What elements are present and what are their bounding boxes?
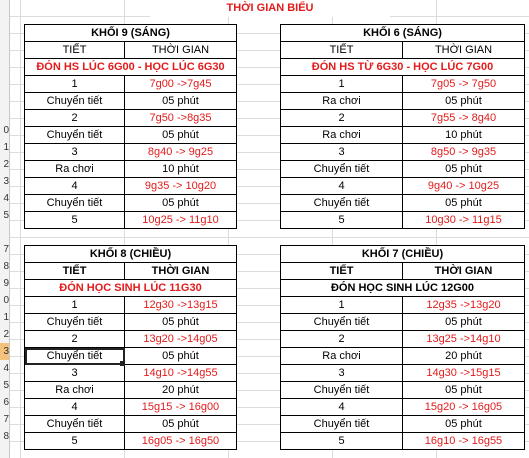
sheet-title: THỜI GIAN BIỂU bbox=[150, 0, 390, 17]
row-header-column[interactable] bbox=[0, 0, 10, 458]
period-cell[interactable]: 4 bbox=[25, 399, 125, 416]
period-cell[interactable]: 5 bbox=[281, 433, 403, 450]
period-cell[interactable]: 5 bbox=[25, 433, 125, 450]
table-row bbox=[281, 212, 525, 229]
time-cell[interactable]: 05 phút bbox=[403, 161, 525, 178]
period-cell[interactable]: 3 bbox=[25, 144, 125, 161]
table-row bbox=[25, 399, 237, 416]
row-number[interactable]: 5 bbox=[3, 380, 9, 391]
time-cell[interactable]: 10g25 -> 11g10 bbox=[125, 212, 237, 229]
table-row bbox=[25, 297, 237, 314]
period-cell[interactable]: Chuyển tiết bbox=[25, 314, 125, 331]
time-cell[interactable]: 7g00 ->7g45 bbox=[125, 76, 237, 93]
time-cell[interactable]: 8g40 -> 9g25 bbox=[125, 144, 237, 161]
period-cell[interactable]: Chuyển tiết bbox=[281, 195, 403, 212]
time-cell[interactable]: 7g55 -> 8g40 bbox=[403, 110, 525, 127]
column-header-time[interactable]: THỜI GIAN bbox=[403, 42, 525, 59]
row-number[interactable] bbox=[0, 3, 9, 20]
row-number[interactable]: 3 bbox=[0, 343, 9, 360]
time-cell[interactable]: 14g10 ->14g55 bbox=[125, 365, 237, 382]
table-row bbox=[281, 195, 525, 212]
period-cell[interactable]: 2 bbox=[281, 110, 403, 127]
table-row bbox=[25, 195, 237, 212]
row-number[interactable]: 4 bbox=[3, 363, 9, 374]
time-cell[interactable]: 10 phút bbox=[403, 127, 525, 144]
time-cell[interactable]: 05 phút bbox=[403, 416, 525, 433]
period-cell[interactable]: 5 bbox=[25, 212, 125, 229]
column-header-time[interactable]: THỜI GIAN bbox=[125, 42, 237, 59]
schedule-table-khoi-8 bbox=[24, 245, 237, 450]
period-cell[interactable]: Chuyển tiết bbox=[25, 195, 125, 212]
period-cell[interactable]: 2 bbox=[281, 331, 403, 348]
time-cell[interactable]: 05 phút bbox=[125, 348, 237, 365]
time-cell[interactable]: 13g25 ->14g10 bbox=[403, 331, 525, 348]
row-number[interactable]: 5 bbox=[3, 210, 9, 221]
table-row bbox=[281, 433, 525, 450]
row-number[interactable] bbox=[0, 224, 9, 241]
row-number[interactable] bbox=[0, 20, 9, 37]
table-row bbox=[281, 399, 525, 416]
time-cell[interactable]: 05 phút bbox=[403, 93, 525, 110]
column-header-time[interactable]: THỜI GIAN bbox=[125, 263, 237, 280]
column-header-tiet[interactable]: TIẾT bbox=[25, 263, 125, 280]
row-number[interactable]: 0 bbox=[3, 125, 9, 136]
block-title[interactable]: KHỐI 7 (CHIỀU) bbox=[281, 246, 525, 263]
time-cell[interactable]: 05 phút bbox=[125, 127, 237, 144]
arrival-note[interactable]: ĐÓN HS LÚC 6G00 - HỌC LÚC 6G30 bbox=[25, 59, 237, 76]
time-cell[interactable]: 16g10 -> 16g55 bbox=[403, 433, 525, 450]
table-row bbox=[25, 348, 237, 365]
time-cell[interactable]: 20 phút bbox=[403, 348, 525, 365]
period-cell[interactable]: 4 bbox=[25, 178, 125, 195]
table-row bbox=[281, 331, 525, 348]
time-cell[interactable]: 9g40 -> 10g25 bbox=[403, 178, 525, 195]
time-cell[interactable]: 05 phút bbox=[403, 382, 525, 399]
row-number[interactable] bbox=[0, 37, 9, 54]
time-cell[interactable]: 12g30 ->13g15 bbox=[125, 297, 237, 314]
row-number[interactable]: 0 bbox=[3, 295, 9, 306]
table-row bbox=[281, 144, 525, 161]
period-cell[interactable]: 5 bbox=[281, 212, 403, 229]
time-cell[interactable]: 20 phút bbox=[125, 382, 237, 399]
time-cell[interactable]: 13g20 ->14g05 bbox=[125, 331, 237, 348]
row-number[interactable]: 6 bbox=[3, 397, 9, 408]
period-cell[interactable]: Chuyển tiết bbox=[25, 127, 125, 144]
table-row bbox=[281, 365, 525, 382]
period-cell[interactable]: 1 bbox=[281, 76, 403, 93]
period-cell[interactable]: 4 bbox=[281, 178, 403, 195]
row-number[interactable]: 7 bbox=[3, 414, 9, 425]
column-header-tiet[interactable]: TIẾT bbox=[281, 42, 403, 59]
period-cell[interactable]: Chuyển tiết bbox=[281, 161, 403, 178]
time-cell[interactable]: 9g35 -> 10g20 bbox=[125, 178, 237, 195]
table-row bbox=[25, 382, 237, 399]
period-cell[interactable]: Chuyển tiết bbox=[25, 348, 125, 365]
row-number[interactable]: 4 bbox=[3, 193, 9, 204]
period-cell[interactable]: Chuyển tiết bbox=[281, 382, 403, 399]
table-row bbox=[281, 110, 525, 127]
period-cell[interactable]: 3 bbox=[281, 144, 403, 161]
column-header-tiet[interactable]: TIẾT bbox=[281, 263, 403, 280]
time-cell[interactable]: 10 phút bbox=[125, 161, 237, 178]
row-number[interactable]: 8 bbox=[3, 261, 9, 272]
row-number[interactable]: 1 bbox=[3, 312, 9, 323]
column-header-time[interactable]: THỜI GIAN bbox=[403, 263, 525, 280]
table-row bbox=[25, 93, 237, 110]
period-cell[interactable]: 2 bbox=[25, 110, 125, 127]
row-number[interactable]: 7 bbox=[3, 244, 9, 255]
table-row bbox=[281, 297, 525, 314]
row-number[interactable] bbox=[0, 71, 9, 88]
block-title[interactable]: KHỐI 8 (CHIỀU) bbox=[25, 246, 237, 263]
row-number[interactable] bbox=[0, 105, 9, 122]
arrival-note[interactable]: ĐÓN HỌC SINH LÚC 11G30 bbox=[25, 280, 237, 297]
time-cell[interactable]: 05 phút bbox=[125, 416, 237, 433]
table-row bbox=[281, 382, 525, 399]
row-number[interactable]: 9 bbox=[3, 278, 9, 289]
row-number[interactable] bbox=[0, 88, 9, 105]
period-cell[interactable]: 1 bbox=[25, 76, 125, 93]
fill-handle[interactable] bbox=[120, 361, 125, 366]
row-number[interactable]: 2 bbox=[3, 329, 9, 340]
time-cell[interactable]: 05 phút bbox=[403, 195, 525, 212]
period-cell[interactable]: Chuyển tiết bbox=[25, 416, 125, 433]
period-cell[interactable]: Chuyển tiết bbox=[281, 314, 403, 331]
arrival-note[interactable]: ĐÓN HỌC SINH LÚC 12G00 bbox=[281, 280, 525, 297]
row-number[interactable]: 8 bbox=[3, 431, 9, 442]
period-cell[interactable]: Ra chơi bbox=[281, 93, 403, 110]
period-cell[interactable]: 3 bbox=[281, 365, 403, 382]
period-cell[interactable]: 2 bbox=[25, 331, 125, 348]
arrival-note[interactable]: ĐÓN HS TỪ 6G30 - HỌC LÚC 7G00 bbox=[281, 59, 525, 76]
period-cell[interactable]: 3 bbox=[25, 365, 125, 382]
block-title[interactable]: KHỐI 9 (SÁNG) bbox=[25, 25, 237, 42]
table-row bbox=[25, 212, 237, 229]
table-row bbox=[281, 161, 525, 178]
table-row bbox=[25, 331, 237, 348]
time-cell[interactable]: 05 phút bbox=[125, 314, 237, 331]
period-cell[interactable]: Chuyển tiết bbox=[281, 416, 403, 433]
period-cell[interactable]: 1 bbox=[281, 297, 403, 314]
table-row bbox=[281, 416, 525, 433]
table-row bbox=[25, 433, 237, 450]
schedule-table-khoi-9 bbox=[24, 24, 237, 229]
time-cell[interactable]: 7g05 -> 7g50 bbox=[403, 76, 525, 93]
time-cell[interactable]: 15g20 -> 16g05 bbox=[403, 399, 525, 416]
table-row bbox=[281, 76, 525, 93]
time-cell[interactable]: 10g30 -> 11g15 bbox=[403, 212, 525, 229]
table-row bbox=[25, 365, 237, 382]
schedule-table-khoi-6 bbox=[280, 24, 525, 229]
time-cell[interactable]: 7g50 ->8g35 bbox=[125, 110, 237, 127]
time-cell[interactable]: 16g05 -> 16g50 bbox=[125, 433, 237, 450]
table-row bbox=[281, 348, 525, 365]
schedule-table-khoi-7 bbox=[280, 245, 525, 450]
time-cell[interactable]: 05 phút bbox=[125, 195, 237, 212]
period-cell[interactable]: Ra chơi bbox=[281, 348, 403, 365]
time-cell[interactable]: 05 phút bbox=[403, 314, 525, 331]
time-cell[interactable]: 15g15 -> 16g00 bbox=[125, 399, 237, 416]
table-row bbox=[25, 110, 237, 127]
period-cell[interactable]: Ra chơi bbox=[281, 127, 403, 144]
table-row bbox=[25, 416, 237, 433]
period-cell[interactable]: 1 bbox=[25, 297, 125, 314]
period-cell[interactable]: Ra chơi bbox=[25, 161, 125, 178]
table-row bbox=[25, 76, 237, 93]
period-cell[interactable]: Chuyển tiết bbox=[25, 93, 125, 110]
time-cell[interactable]: 8g50 -> 9g35 bbox=[403, 144, 525, 161]
row-number[interactable]: 1 bbox=[3, 142, 9, 153]
table-row bbox=[25, 178, 237, 195]
table-row bbox=[25, 161, 237, 178]
table-row bbox=[281, 178, 525, 195]
row-number[interactable] bbox=[0, 54, 9, 71]
table-row bbox=[281, 314, 525, 331]
time-cell[interactable]: 05 phút bbox=[125, 93, 237, 110]
row-number[interactable]: 2 bbox=[3, 159, 9, 170]
time-cell[interactable]: 14g30 ->15g15 bbox=[403, 365, 525, 382]
table-row bbox=[281, 93, 525, 110]
row-number[interactable]: 3 bbox=[3, 176, 9, 187]
table-row bbox=[25, 127, 237, 144]
table-row bbox=[281, 127, 525, 144]
time-cell[interactable]: 12g35 ->13g20 bbox=[403, 297, 525, 314]
period-cell[interactable]: 4 bbox=[281, 399, 403, 416]
column-header-tiet[interactable]: TIẾT bbox=[25, 42, 125, 59]
period-cell[interactable]: Ra chơi bbox=[25, 382, 125, 399]
block-title[interactable]: KHỐI 6 (SÁNG) bbox=[281, 25, 525, 42]
table-row bbox=[25, 314, 237, 331]
table-row bbox=[25, 144, 237, 161]
